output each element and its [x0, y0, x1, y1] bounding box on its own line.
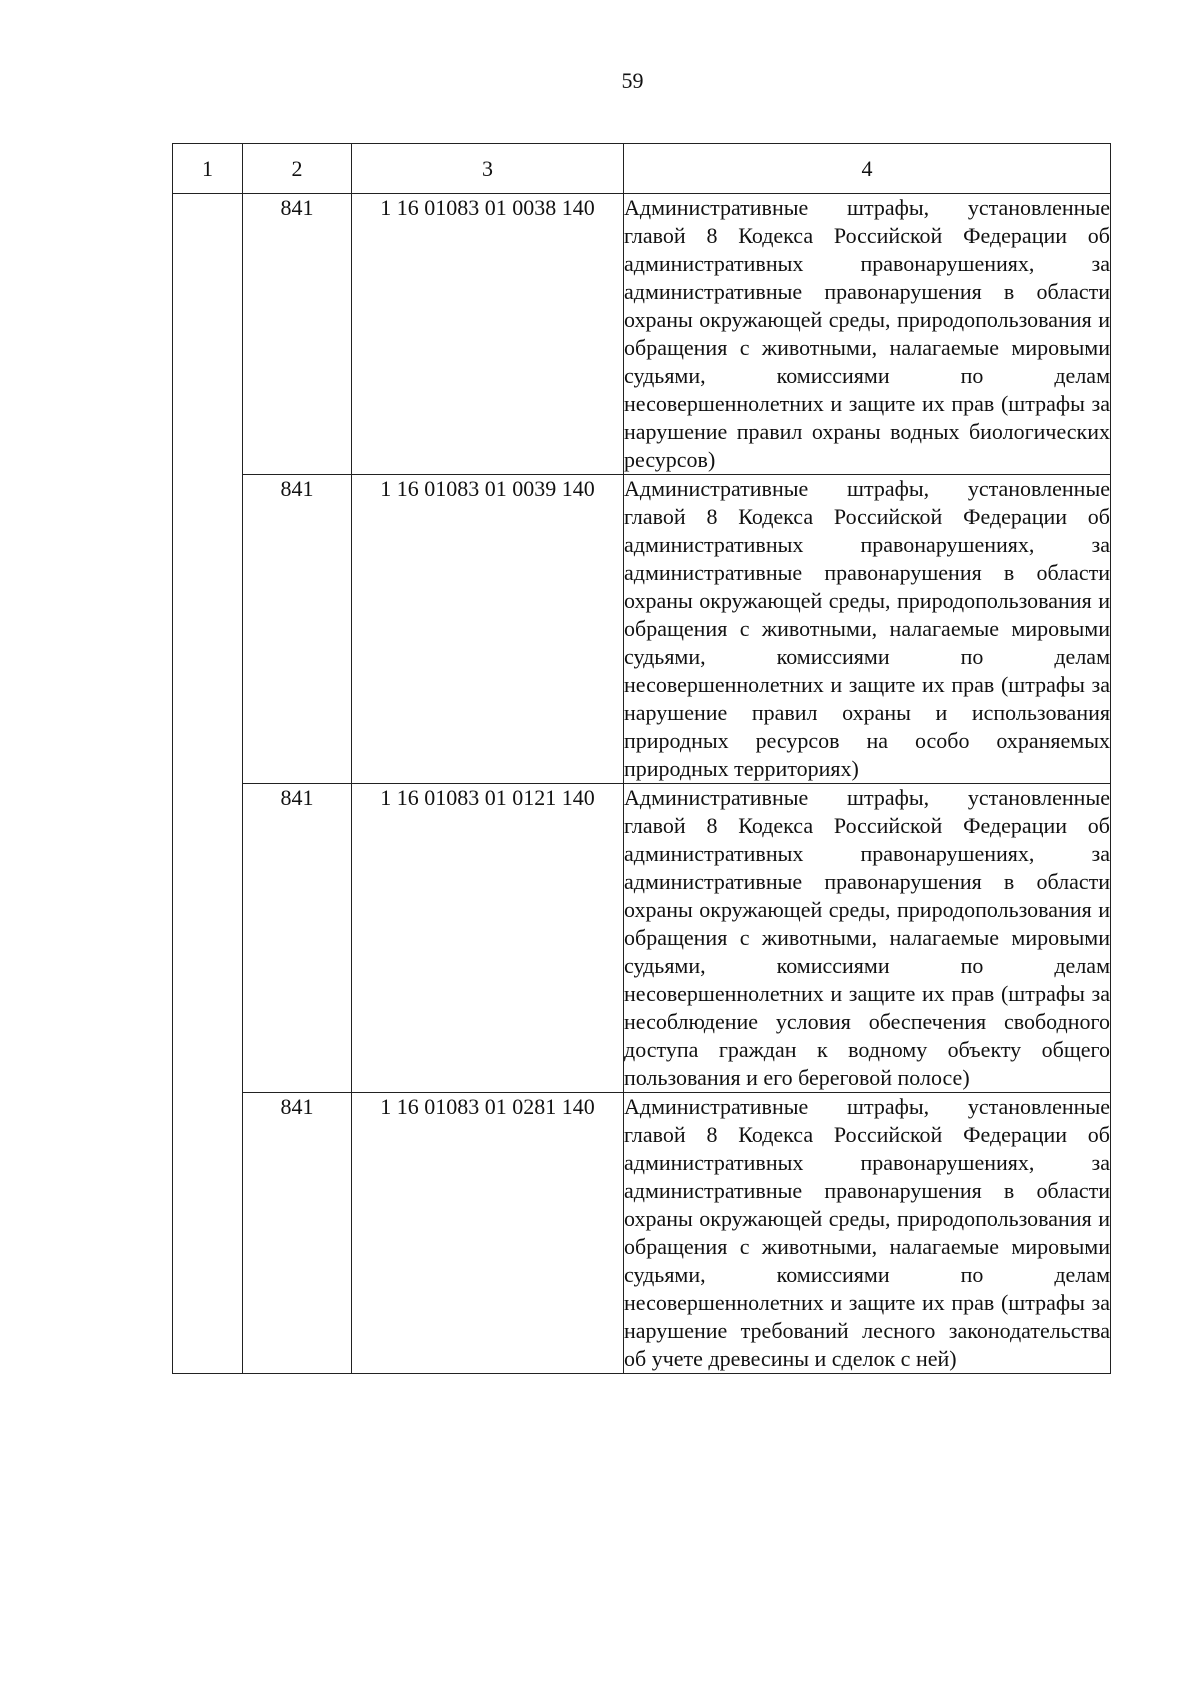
column-header-1: 1 — [173, 144, 243, 194]
admin-code-cell: 841 — [243, 475, 352, 784]
kbk-code-cell: 1 16 01083 01 0121 140 — [352, 784, 624, 1093]
admin-code-cell: 841 — [243, 784, 352, 1093]
table-header-row — [173, 144, 1111, 194]
revenue-codes-table — [172, 143, 1111, 1374]
column-header-4: 4 — [624, 144, 1111, 194]
admin-code-cell: 841 — [243, 1093, 352, 1374]
page-number: 59 — [621, 68, 644, 93]
group-cell — [173, 194, 243, 1374]
kbk-code-cell: 1 16 01083 01 0281 140 — [352, 1093, 624, 1374]
column-header-3: 3 — [352, 144, 624, 194]
description-cell: Административные штрафы, установленные главой 8 Кодекса Российской Федерации об административных правонарушениях, за административные правонарушения в области охраны окружающей среды, природопользования и обращения с животными, налагаемые мировыми судьями, комиссиями по делам несовершеннолетних и защите их прав (штрафы за нарушение правил охраны и использования природных ресурсов на особо охраняемых природных территориях) — [624, 475, 1111, 784]
column-header-2: 2 — [243, 144, 352, 194]
table-row — [173, 1093, 1111, 1374]
description-cell: Административные штрафы, установленные главой 8 Кодекса Российской Федерации об административных правонарушениях, за административные правонарушения в области охраны окружающей среды, природопользования и обращения с животными, налагаемые мировыми судьями, комиссиями по делам несовершеннолетних и защите их прав (штрафы за несоблюдение условия обеспечения свободного доступа граждан к водному объекту общего пользования и его береговой полосе) — [624, 784, 1111, 1093]
kbk-code-cell: 1 16 01083 01 0039 140 — [352, 475, 624, 784]
table-row — [173, 475, 1111, 784]
kbk-code-cell: 1 16 01083 01 0038 140 — [352, 194, 624, 475]
table-row — [173, 194, 1111, 475]
admin-code-cell: 841 — [243, 194, 352, 475]
description-cell: Административные штрафы, установленные главой 8 Кодекса Российской Федерации об административных правонарушениях, за административные правонарушения в области охраны окружающей среды, природопользования и обращения с животными, налагаемые мировыми судьями, комиссиями по делам несовершеннолетних и защите их прав (штрафы за нарушение правил охраны водных биологических ресурсов) — [624, 194, 1111, 475]
description-cell: Административные штрафы, установленные главой 8 Кодекса Российской Федерации об административных правонарушениях, за административные правонарушения в области охраны окружающей среды, природопользования и обращения с животными, налагаемые мировыми судьями, комиссиями по делам несовершеннолетних и защите их прав (штрафы за нарушение требований лесного законодательства об учете древесины и сделок с ней) — [624, 1093, 1111, 1374]
table-row — [173, 784, 1111, 1093]
